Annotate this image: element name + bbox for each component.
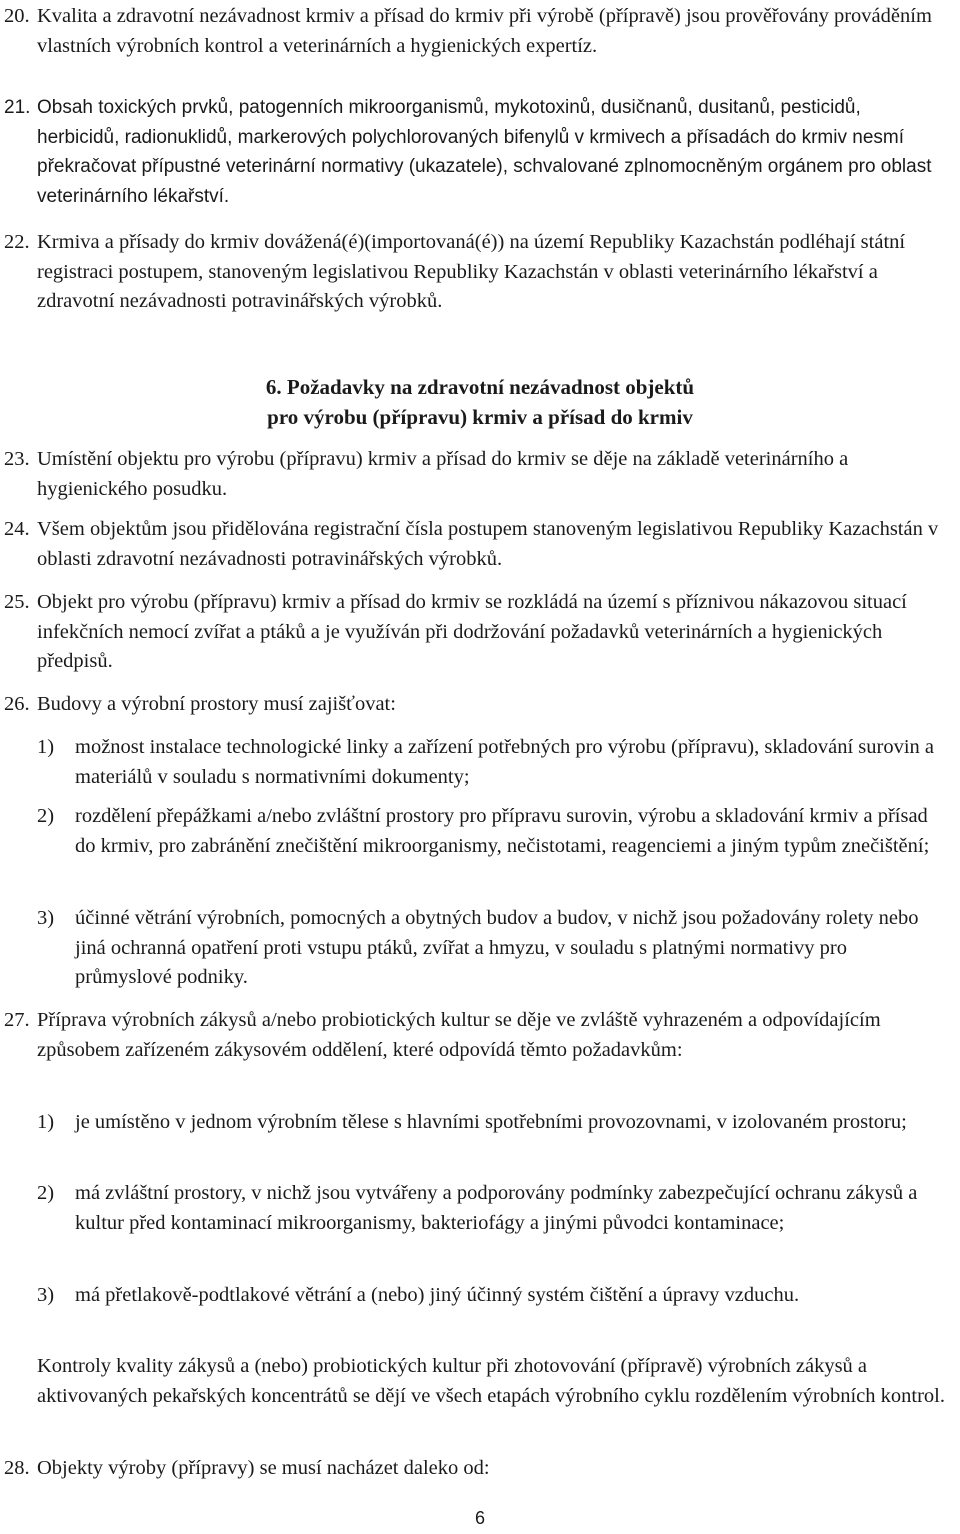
paragraph-number: 21.	[4, 97, 31, 118]
list-item-text: rozdělení přepážkami a/nebo zvláštní prostory pro přípravu surovin, výrobu a skladování krmiv a přísad do krmiv, pro zabránění znečištění mikroorganismy, nečistotami, reagenciemi a jiným typům znečištění;	[75, 805, 930, 857]
list-item	[37, 904, 948, 993]
paragraph-text: Kvalita a zdravotní nezávadnost krmiv a přísad do krmiv při výrobě (přípravě) jsou prověřovány prováděním vlastních výrobních kontrol a veterinárních a hygienických expertíz.	[37, 5, 932, 57]
list-item	[37, 1179, 948, 1238]
list-item	[37, 1108, 948, 1138]
paragraph-text: Objekt pro výrobu (přípravu) krmiv a přísad do krmiv se rozkládá na území s příznivou nákazovou situací infekčních nemocí zvířat a ptáků a je využíván při dodržování požadavků veterinárních a hygienických předpisů.	[37, 591, 907, 672]
list-item-number: 3)	[37, 907, 55, 929]
list-item-number: 3)	[37, 1284, 55, 1306]
paragraph-22	[4, 228, 948, 317]
paragraph-number: 26.	[4, 693, 30, 715]
paragraph-28	[4, 1454, 948, 1484]
paragraph-number: 22.	[4, 231, 30, 253]
list-item-text: je umístěno v jednom výrobním tělese s hlavními spotřebními provozovnami, v izolovaném prostoru;	[75, 1111, 907, 1133]
paragraph-27-note: Kontroly kvality zákysů a (nebo) probiotických kultur při zhotovování (přípravě) výrobních zákysů a aktivovaných pekařských koncentrátů se dějí ve všech etapách výrobního cyklu rozdělením výrobních kontrol.	[37, 1355, 945, 1407]
paragraph-text: Objekty výroby (přípravy) se musí nacházet daleko od:	[37, 1457, 490, 1479]
section-heading	[0, 372, 960, 432]
paragraph-number: 27.	[4, 1009, 30, 1031]
paragraph-21	[4, 93, 948, 211]
paragraph-23	[4, 445, 948, 504]
paragraph-text: Obsah toxických prvků, patogenních mikroorganismů, mykotoxinů, dusičnanů, dusitanů, pesticidů, herbicidů, radionuklidů, markerových polychlorovaných bifenylů v krmivech a přísadách do krmiv nesmí překračovat přípustné veterinární normativy (ukazatele), schvalované zplnomocněným orgánem pro oblast veterinárního lékařství.	[37, 97, 932, 207]
list-item-number: 2)	[37, 1182, 55, 1204]
paragraph-text: Příprava výrobních zákysů a/nebo probiotických kultur se děje ve zvláště vyhrazeném a odpovídajícím způsobem zařízeném zákysovém oddělení, které odpovídá těmto požadavkům:	[37, 1009, 881, 1061]
list-item-number: 1)	[37, 1111, 55, 1133]
list-item-number: 2)	[37, 805, 55, 827]
paragraph-24	[4, 515, 948, 574]
paragraph-27	[4, 1006, 948, 1065]
section-heading-line-2: pro výrobu (přípravu) krmiv a přísad do krmiv	[267, 405, 693, 429]
list-item-text: účinné větrání výrobních, pomocných a obytných budov a budov, v nichž jsou požadovány rolety nebo jiná ochranná opatření proti vstupu ptáků, zvířat a hmyzu, v souladu s platnými normativy pro průmyslové podniky.	[75, 907, 919, 988]
paragraph-26	[4, 690, 948, 720]
paragraph-number: 28.	[4, 1457, 30, 1479]
paragraph-text: Všem objektům jsou přidělována registrační čísla postupem stanoveným legislativou Republiky Kazachstán v oblasti zdravotní nezávadnosti potravinářských výrobků.	[37, 518, 939, 570]
paragraph-text: Krmiva a přísady do krmiv dovážená(é)(importovaná(é)) na území Republiky Kazachstán podléhají státní registraci postupem, stanoveným legislativou Republiky Kazachstán v oblasti veterinárního lékařství a zdravotní nezávadnosti potravinářských výrobků.	[37, 231, 906, 312]
paragraph-number: 25.	[4, 591, 30, 613]
paragraph-25	[4, 588, 948, 677]
list-item-number: 1)	[37, 736, 55, 758]
paragraph-number: 24.	[4, 518, 30, 540]
paragraph-20	[4, 2, 948, 61]
paragraph-number: 23.	[4, 448, 30, 470]
list-item-text: možnost instalace technologické linky a zařízení potřebných pro výrobu (přípravu), skladování surovin a materiálů v souladu s normativními dokumenty;	[75, 736, 935, 788]
list-item-text: má zvláštní prostory, v nichž jsou vytvářeny a podporovány podmínky zabezpečující ochranu zákysů a kultur před kontaminací mikroorganismy, bakteriofágy a jinými původci kontaminace;	[75, 1182, 918, 1234]
list-item	[37, 1281, 948, 1311]
paragraph-number: 20.	[4, 5, 30, 27]
list-item-text: má přetlakově-podtlakové větrání a (nebo) jiný účinný systém čištění a úpravy vzduchu.	[75, 1284, 800, 1306]
list-item	[37, 802, 948, 861]
paragraph-text: Budovy a výrobní prostory musí zajišťovat:	[37, 693, 396, 715]
paragraph-text: Umístění objektu pro výrobu (přípravu) krmiv a přísad do krmiv se děje na základě veterinárního a hygienického posudku.	[37, 448, 849, 500]
section-heading-line-1: 6. Požadavky na zdravotní nezávadnost objektů	[265, 375, 695, 399]
page-number: 6	[474, 1508, 485, 1528]
list-item	[37, 733, 948, 792]
